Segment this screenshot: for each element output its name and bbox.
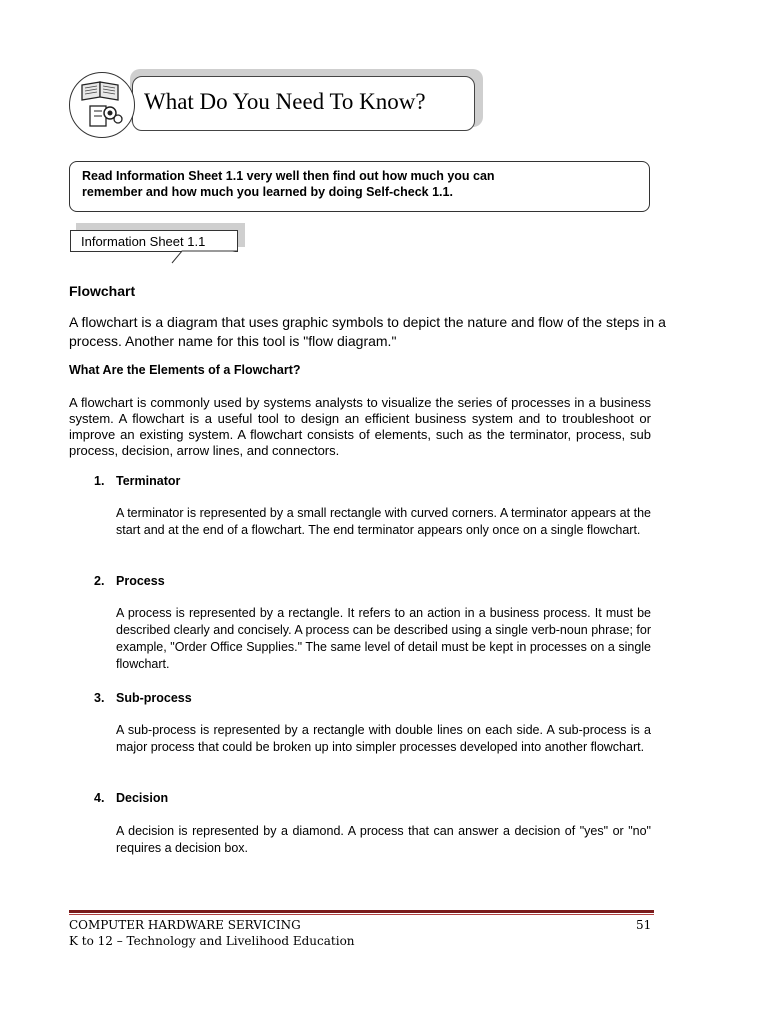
page-number: 51 — [636, 918, 652, 932]
footer-course: COMPUTER HARDWARE SERVICING — [69, 918, 301, 932]
information-sheet-tag — [70, 230, 238, 252]
list-item-heading — [94, 791, 168, 805]
list-item-title: Terminator — [116, 474, 181, 488]
list-item-title: Process — [116, 574, 165, 588]
information-sheet-label: Information Sheet 1.1 — [81, 234, 206, 249]
list-item-title: Decision — [116, 791, 169, 805]
list-item-text: A terminator is represented by a small rectangle with curved corners. A terminator appears at the start and at the end of a flowchart. The end terminator appears only once on a single flowchart. — [116, 506, 651, 537]
list-item-heading — [94, 474, 180, 488]
section-heading: Flowchart — [69, 283, 136, 299]
list-item-number: 1. — [94, 474, 105, 488]
list-item-number: 2. — [94, 574, 105, 588]
list-item-title: Sub-process — [116, 691, 192, 705]
footer-subtitle: K to 12 – Technology and Livelihood Education — [69, 934, 355, 948]
list-item-text: A sub-process is represented by a rectangle with double lines on each side. A sub-process is a major process that could be broken up into simpler processes developed into another flowchart. — [116, 723, 651, 754]
instruction-line-2: remember and how much you learned by doing Self-check 1.1. — [82, 185, 453, 199]
footer-rule-thin — [69, 914, 654, 915]
list-item-number: 4. — [94, 791, 105, 805]
page-title: What Do You Need To Know? — [144, 89, 426, 114]
list-item-number: 3. — [94, 691, 105, 705]
instruction-box — [69, 161, 650, 212]
list-item-text: A decision is represented by a diamond. A process that can answer a decision of "yes" or "no" requires a decision box. — [116, 824, 651, 855]
intro-paragraph: A flowchart is a diagram that uses graphic symbols to depict the nature and flow of the steps in a process. Another name for this tool is "flow diagram." — [69, 314, 666, 349]
footer-rule — [69, 910, 654, 913]
book-and-tools-icon — [69, 72, 135, 138]
body-paragraph: A flowchart is commonly used by systems analysts to visualize the series of processes in a business system. A flowchart is a useful tool to design an efficient business system and to troubleshoot or improve an existing system. A flowchart consists of elements, such as the terminator, process, sub process, decision, arrow lines, and connectors. — [69, 395, 651, 458]
list-item-text: A process is represented by a rectangle. It refers to an action in a business process. It must be described clearly and concisely. A process can be described using a single verb-noun phrase; for example, "Order Office Supplies." The same level of detail must be kept in processes on a single flowchart. — [116, 606, 651, 671]
subsection-heading: What Are the Elements of a Flowchart? — [69, 363, 301, 377]
list-item-heading — [94, 574, 165, 588]
instruction-line-1: Read Information Sheet 1.1 very well then find out how much you can — [82, 169, 495, 183]
tag-tail-icon — [170, 250, 240, 264]
list-item-heading — [94, 691, 192, 705]
